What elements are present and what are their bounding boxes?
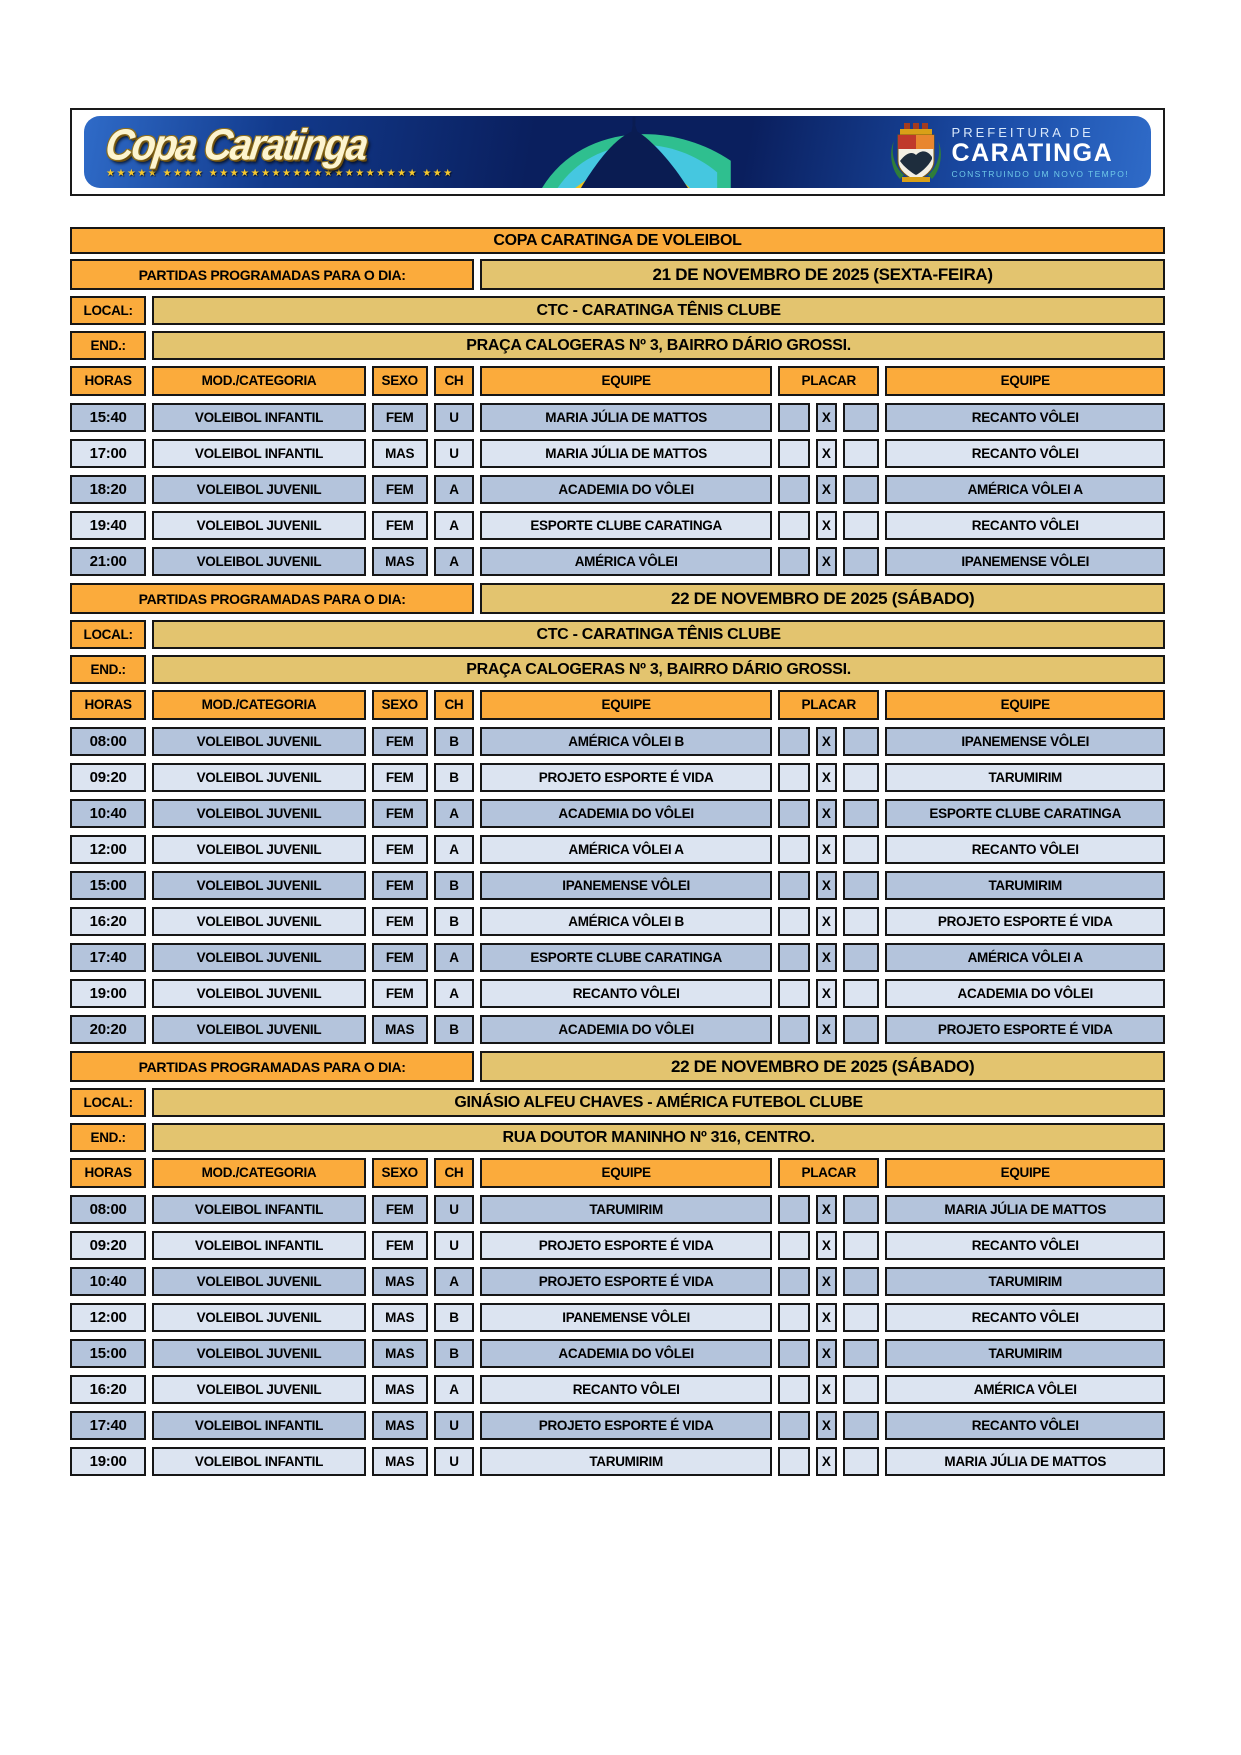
team-home: MARIA JÚLIA DE MATTOS <box>480 403 772 432</box>
table-row <box>70 979 1165 1008</box>
score-home-box <box>778 1267 810 1296</box>
match-time: 19:40 <box>70 511 146 540</box>
match-group: U <box>434 1447 475 1476</box>
score-home-box <box>778 907 810 936</box>
versus-x: X <box>816 1267 837 1296</box>
date-row <box>70 259 1165 290</box>
column-header-equipe2: EQUIPE <box>885 690 1165 720</box>
team-away: IPANEMENSE VÔLEI <box>885 547 1165 576</box>
score-away-box <box>843 727 880 756</box>
score-home-box <box>778 943 810 972</box>
score-away-box <box>843 1231 880 1260</box>
column-header-horas: HORAS <box>70 1158 146 1188</box>
match-time: 16:20 <box>70 907 146 936</box>
column-header-categoria: MOD./CATEGORIA <box>152 1158 365 1188</box>
match-time: 15:40 <box>70 403 146 432</box>
venue-name: GINÁSIO ALFEU CHAVES - AMÉRICA FUTEBOL CLUBE <box>152 1088 1165 1117</box>
score-home-box <box>778 511 810 540</box>
table-row <box>70 1303 1165 1332</box>
column-header-sexo: SEXO <box>372 1158 428 1188</box>
match-time: 19:00 <box>70 979 146 1008</box>
team-home: TARUMIRIM <box>480 1447 772 1476</box>
address-label: END.: <box>70 655 146 684</box>
score-home-box <box>778 763 810 792</box>
score-away-box <box>843 1339 880 1368</box>
column-header-ch: CH <box>434 690 475 720</box>
match-group: U <box>434 403 475 432</box>
table-row <box>70 1411 1165 1440</box>
score-home-box <box>778 727 810 756</box>
table-header-row <box>70 366 1165 396</box>
versus-x: X <box>816 1447 837 1476</box>
match-time: 09:20 <box>70 763 146 792</box>
column-header-placar: PLACAR <box>778 366 879 396</box>
match-group: B <box>434 727 475 756</box>
match-sex: FEM <box>372 727 428 756</box>
versus-x: X <box>816 1303 837 1332</box>
versus-x: X <box>816 943 837 972</box>
column-header-categoria: MOD./CATEGORIA <box>152 366 365 396</box>
match-category: VOLEIBOL JUVENIL <box>152 727 365 756</box>
match-group: A <box>434 1267 475 1296</box>
team-away: AMÉRICA VÔLEI A <box>885 943 1165 972</box>
team-home: ACADEMIA DO VÔLEI <box>480 799 772 828</box>
match-category: VOLEIBOL JUVENIL <box>152 979 365 1008</box>
match-group: A <box>434 1375 475 1404</box>
prefeitura-line1: PREFEITURA DE <box>951 125 1094 141</box>
table-rows <box>70 1195 1165 1476</box>
match-category: VOLEIBOL JUVENIL <box>152 871 365 900</box>
team-away: TARUMIRIM <box>885 1339 1165 1368</box>
match-sex: FEM <box>372 799 428 828</box>
column-header-horas: HORAS <box>70 366 146 396</box>
partidas-label: PARTIDAS PROGRAMADAS PARA O DIA: <box>70 1051 474 1082</box>
match-group: A <box>434 835 475 864</box>
page-title: COPA CARATINGA DE VOLEIBOL <box>70 227 1165 254</box>
address-label: END.: <box>70 331 146 360</box>
table-row <box>70 403 1165 432</box>
column-header-sexo: SEXO <box>372 690 428 720</box>
team-away: ACADEMIA DO VÔLEI <box>885 979 1165 1008</box>
team-away: PROJETO ESPORTE É VIDA <box>885 1015 1165 1044</box>
copa-caratinga-logo <box>102 120 454 179</box>
table-row <box>70 511 1165 540</box>
schedule-section <box>70 1051 1165 1476</box>
match-group: B <box>434 1303 475 1332</box>
prefeitura-tagline: CONSTRUINDO UM NOVO TEMPO! <box>951 168 1129 179</box>
score-home-box <box>778 1231 810 1260</box>
score-home-box <box>778 1195 810 1224</box>
team-home: ESPORTE CLUBE CARATINGA <box>480 511 772 540</box>
table-row <box>70 1339 1165 1368</box>
table-row <box>70 439 1165 468</box>
match-group: A <box>434 799 475 828</box>
table-rows <box>70 403 1165 576</box>
match-sex: FEM <box>372 475 428 504</box>
match-category: VOLEIBOL JUVENIL <box>152 799 365 828</box>
column-header-placar: PLACAR <box>778 1158 879 1188</box>
team-home: PROJETO ESPORTE É VIDA <box>480 1231 772 1260</box>
table-row <box>70 799 1165 828</box>
address-row <box>70 1123 1165 1152</box>
table-row <box>70 1195 1165 1224</box>
date-row <box>70 1051 1165 1082</box>
column-header-equipe2: EQUIPE <box>885 366 1165 396</box>
local-row <box>70 620 1165 649</box>
table-row <box>70 475 1165 504</box>
match-time: 19:00 <box>70 1447 146 1476</box>
match-sex: FEM <box>372 943 428 972</box>
match-category: VOLEIBOL JUVENIL <box>152 763 365 792</box>
versus-x: X <box>816 511 837 540</box>
score-away-box <box>843 943 880 972</box>
column-header-equipe1: EQUIPE <box>480 366 772 396</box>
stars-left: ★★★★★ ★★★★ <box>106 167 205 179</box>
table-rows <box>70 727 1165 1044</box>
table-row <box>70 1267 1165 1296</box>
table-row <box>70 943 1165 972</box>
match-group: B <box>434 907 475 936</box>
match-time: 10:40 <box>70 799 146 828</box>
versus-x: X <box>816 979 837 1008</box>
local-row <box>70 296 1165 325</box>
mountain-landmark-graphic <box>521 116 751 188</box>
local-label: LOCAL: <box>70 620 146 649</box>
match-date: 21 DE NOVEMBRO DE 2025 (SEXTA-FEIRA) <box>480 259 1165 290</box>
match-time: 17:00 <box>70 439 146 468</box>
versus-x: X <box>816 907 837 936</box>
match-category: VOLEIBOL INFANTIL <box>152 1231 365 1260</box>
match-time: 08:00 <box>70 727 146 756</box>
match-category: VOLEIBOL INFANTIL <box>152 1195 365 1224</box>
address-row <box>70 655 1165 684</box>
score-away-box <box>843 439 880 468</box>
local-row <box>70 1088 1165 1117</box>
header-banner <box>84 116 1151 188</box>
versus-x: X <box>816 1015 837 1044</box>
match-sex: FEM <box>372 763 428 792</box>
column-header-categoria: MOD./CATEGORIA <box>152 690 365 720</box>
match-sex: FEM <box>372 835 428 864</box>
team-home: PROJETO ESPORTE É VIDA <box>480 1267 772 1296</box>
match-sex: FEM <box>372 1195 428 1224</box>
match-group: A <box>434 979 475 1008</box>
match-category: VOLEIBOL JUVENIL <box>152 1303 365 1332</box>
score-home-box <box>778 1303 810 1332</box>
match-category: VOLEIBOL JUVENIL <box>152 907 365 936</box>
schedule-section <box>70 259 1165 576</box>
match-time: 17:40 <box>70 943 146 972</box>
match-group: U <box>434 439 475 468</box>
prefeitura-block <box>890 121 1129 183</box>
match-category: VOLEIBOL JUVENIL <box>152 1339 365 1368</box>
match-category: VOLEIBOL INFANTIL <box>152 1447 365 1476</box>
document-page <box>70 108 1165 1483</box>
score-away-box <box>843 1411 880 1440</box>
match-sex: FEM <box>372 871 428 900</box>
versus-x: X <box>816 871 837 900</box>
partidas-label: PARTIDAS PROGRAMADAS PARA O DIA: <box>70 583 474 614</box>
team-away: RECANTO VÔLEI <box>885 1411 1165 1440</box>
match-sex: MAS <box>372 1015 428 1044</box>
table-header-row <box>70 1158 1165 1188</box>
match-time: 18:20 <box>70 475 146 504</box>
versus-x: X <box>816 1411 837 1440</box>
column-header-ch: CH <box>434 366 475 396</box>
venue-name: CTC - CARATINGA TÊNIS CLUBE <box>152 620 1165 649</box>
match-group: A <box>434 475 475 504</box>
match-category: VOLEIBOL JUVENIL <box>152 1375 365 1404</box>
versus-x: X <box>816 475 837 504</box>
address-row <box>70 331 1165 360</box>
match-group: B <box>434 871 475 900</box>
team-away: RECANTO VÔLEI <box>885 835 1165 864</box>
match-group: B <box>434 1015 475 1044</box>
match-time: 15:00 <box>70 1339 146 1368</box>
match-group: U <box>434 1195 475 1224</box>
table-row <box>70 547 1165 576</box>
match-sex: MAS <box>372 1339 428 1368</box>
score-home-box <box>778 547 810 576</box>
team-away: RECANTO VÔLEI <box>885 1303 1165 1332</box>
match-sex: FEM <box>372 511 428 540</box>
column-header-equipe1: EQUIPE <box>480 690 772 720</box>
score-home-box <box>778 1015 810 1044</box>
score-away-box <box>843 871 880 900</box>
versus-x: X <box>816 1339 837 1368</box>
venue-address: PRAÇA CALOGERAS Nº 3, BAIRRO DÁRIO GROSSI. <box>152 331 1165 360</box>
copa-caratinga-logo-text: Copa Caratinga <box>102 120 370 170</box>
match-time: 15:00 <box>70 871 146 900</box>
team-home: AMÉRICA VÔLEI <box>480 547 772 576</box>
team-home: TARUMIRIM <box>480 1195 772 1224</box>
table-row <box>70 1015 1165 1044</box>
score-away-box <box>843 1015 880 1044</box>
team-home: ACADEMIA DO VÔLEI <box>480 1015 772 1044</box>
venue-address: RUA DOUTOR MANINHO Nº 316, CENTRO. <box>152 1123 1165 1152</box>
score-home-box <box>778 799 810 828</box>
match-category: VOLEIBOL JUVENIL <box>152 1015 365 1044</box>
local-label: LOCAL: <box>70 296 146 325</box>
match-sex: MAS <box>372 1267 428 1296</box>
table-row <box>70 835 1165 864</box>
team-away: TARUMIRIM <box>885 1267 1165 1296</box>
match-sex: MAS <box>372 1375 428 1404</box>
address-label: END.: <box>70 1123 146 1152</box>
column-header-equipe2: EQUIPE <box>885 1158 1165 1188</box>
team-home: PROJETO ESPORTE É VIDA <box>480 763 772 792</box>
versus-x: X <box>816 1231 837 1260</box>
versus-x: X <box>816 1195 837 1224</box>
score-home-box <box>778 1339 810 1368</box>
header-banner-box <box>70 108 1165 196</box>
match-category: VOLEIBOL INFANTIL <box>152 439 365 468</box>
match-time: 12:00 <box>70 1303 146 1332</box>
score-home-box <box>778 1375 810 1404</box>
team-home: AMÉRICA VÔLEI A <box>480 835 772 864</box>
prefeitura-wordmark <box>952 125 1129 178</box>
score-away-box <box>843 1303 880 1332</box>
team-away: ESPORTE CLUBE CARATINGA <box>885 799 1165 828</box>
score-away-box <box>843 1375 880 1404</box>
match-category: VOLEIBOL INFANTIL <box>152 1411 365 1440</box>
score-home-box <box>778 1447 810 1476</box>
score-away-box <box>843 907 880 936</box>
table-row <box>70 1375 1165 1404</box>
score-away-box <box>843 403 880 432</box>
team-home: AMÉRICA VÔLEI B <box>480 907 772 936</box>
column-header-ch: CH <box>434 1158 475 1188</box>
team-home: RECANTO VÔLEI <box>480 979 772 1008</box>
versus-x: X <box>816 835 837 864</box>
score-away-box <box>843 1447 880 1476</box>
match-date: 22 DE NOVEMBRO DE 2025 (SÁBADO) <box>480 1051 1165 1082</box>
match-time: 10:40 <box>70 1267 146 1296</box>
score-home-box <box>778 835 810 864</box>
score-away-box <box>843 547 880 576</box>
match-sex: MAS <box>372 1447 428 1476</box>
date-row <box>70 583 1165 614</box>
team-away: AMÉRICA VÔLEI A <box>885 475 1165 504</box>
team-home: RECANTO VÔLEI <box>480 1375 772 1404</box>
partidas-label: PARTIDAS PROGRAMADAS PARA O DIA: <box>70 259 474 290</box>
score-away-box <box>843 979 880 1008</box>
score-away-box <box>843 475 880 504</box>
versus-x: X <box>816 1375 837 1404</box>
team-away: TARUMIRIM <box>885 763 1165 792</box>
score-away-box <box>843 511 880 540</box>
match-category: VOLEIBOL JUVENIL <box>152 475 365 504</box>
score-home-box <box>778 403 810 432</box>
team-away: MARIA JÚLIA DE MATTOS <box>885 1447 1165 1476</box>
score-away-box <box>843 1195 880 1224</box>
match-time: 08:00 <box>70 1195 146 1224</box>
score-home-box <box>778 871 810 900</box>
score-home-box <box>778 979 810 1008</box>
match-group: A <box>434 511 475 540</box>
score-home-box <box>778 1411 810 1440</box>
team-away: TARUMIRIM <box>885 871 1165 900</box>
versus-x: X <box>816 439 837 468</box>
match-sex: FEM <box>372 1231 428 1260</box>
match-sex: MAS <box>372 439 428 468</box>
table-row <box>70 763 1165 792</box>
team-away: RECANTO VÔLEI <box>885 1231 1165 1260</box>
versus-x: X <box>816 547 837 576</box>
match-category: VOLEIBOL INFANTIL <box>152 403 365 432</box>
team-home: ACADEMIA DO VÔLEI <box>480 475 772 504</box>
title-row <box>70 227 1165 254</box>
match-sex: MAS <box>372 1303 428 1332</box>
team-home: ACADEMIA DO VÔLEI <box>480 1339 772 1368</box>
team-away: RECANTO VÔLEI <box>885 511 1165 540</box>
venue-address: PRAÇA CALOGERAS Nº 3, BAIRRO DÁRIO GROSSI. <box>152 655 1165 684</box>
match-time: 17:40 <box>70 1411 146 1440</box>
score-away-box <box>843 1267 880 1296</box>
versus-x: X <box>816 763 837 792</box>
team-home: MARIA JÚLIA DE MATTOS <box>480 439 772 468</box>
team-away: RECANTO VÔLEI <box>885 439 1165 468</box>
match-group: A <box>434 547 475 576</box>
match-category: VOLEIBOL JUVENIL <box>152 547 365 576</box>
match-sex: MAS <box>372 547 428 576</box>
match-time: 16:20 <box>70 1375 146 1404</box>
local-label: LOCAL: <box>70 1088 146 1117</box>
match-time: 09:20 <box>70 1231 146 1260</box>
column-header-equipe1: EQUIPE <box>480 1158 772 1188</box>
team-away: MARIA JÚLIA DE MATTOS <box>885 1195 1165 1224</box>
table-header-row <box>70 690 1165 720</box>
column-header-horas: HORAS <box>70 690 146 720</box>
match-category: VOLEIBOL JUVENIL <box>152 943 365 972</box>
score-away-box <box>843 763 880 792</box>
schedule-sections <box>70 259 1165 1476</box>
match-time: 20:20 <box>70 1015 146 1044</box>
versus-x: X <box>816 727 837 756</box>
match-group: A <box>434 943 475 972</box>
match-sex: FEM <box>372 979 428 1008</box>
team-home: PROJETO ESPORTE É VIDA <box>480 1411 772 1440</box>
column-header-placar: PLACAR <box>778 690 879 720</box>
table-row <box>70 1231 1165 1260</box>
team-away: IPANEMENSE VÔLEI <box>885 727 1165 756</box>
match-group: U <box>434 1411 475 1440</box>
team-home: AMÉRICA VÔLEI B <box>480 727 772 756</box>
score-away-box <box>843 835 880 864</box>
match-group: B <box>434 1339 475 1368</box>
team-away: PROJETO ESPORTE É VIDA <box>885 907 1165 936</box>
score-home-box <box>778 475 810 504</box>
match-sex: FEM <box>372 403 428 432</box>
table-row <box>70 907 1165 936</box>
table-row <box>70 871 1165 900</box>
match-group: U <box>434 1231 475 1260</box>
score-home-box <box>778 439 810 468</box>
match-time: 21:00 <box>70 547 146 576</box>
versus-x: X <box>816 403 837 432</box>
match-category: VOLEIBOL JUVENIL <box>152 835 365 864</box>
team-home: IPANEMENSE VÔLEI <box>480 871 772 900</box>
match-category: VOLEIBOL JUVENIL <box>152 1267 365 1296</box>
coat-of-arms-icon <box>890 121 942 183</box>
team-away: AMÉRICA VÔLEI <box>885 1375 1165 1404</box>
match-category: VOLEIBOL JUVENIL <box>152 511 365 540</box>
score-away-box <box>843 799 880 828</box>
schedule-section <box>70 583 1165 1044</box>
stars-right: ★★★★★★★★★★★★★★★★★★★★ ★★★ <box>208 167 454 179</box>
table-row <box>70 727 1165 756</box>
versus-x: X <box>816 799 837 828</box>
team-home: IPANEMENSE VÔLEI <box>480 1303 772 1332</box>
match-time: 12:00 <box>70 835 146 864</box>
team-away: RECANTO VÔLEI <box>885 403 1165 432</box>
venue-name: CTC - CARATINGA TÊNIS CLUBE <box>152 296 1165 325</box>
match-date: 22 DE NOVEMBRO DE 2025 (SÁBADO) <box>480 583 1165 614</box>
column-header-sexo: SEXO <box>372 366 428 396</box>
match-group: B <box>434 763 475 792</box>
match-sex: FEM <box>372 907 428 936</box>
table-row <box>70 1447 1165 1476</box>
match-sex: MAS <box>372 1411 428 1440</box>
prefeitura-line2: CARATINGA <box>951 139 1114 168</box>
team-home: ESPORTE CLUBE CARATINGA <box>480 943 772 972</box>
